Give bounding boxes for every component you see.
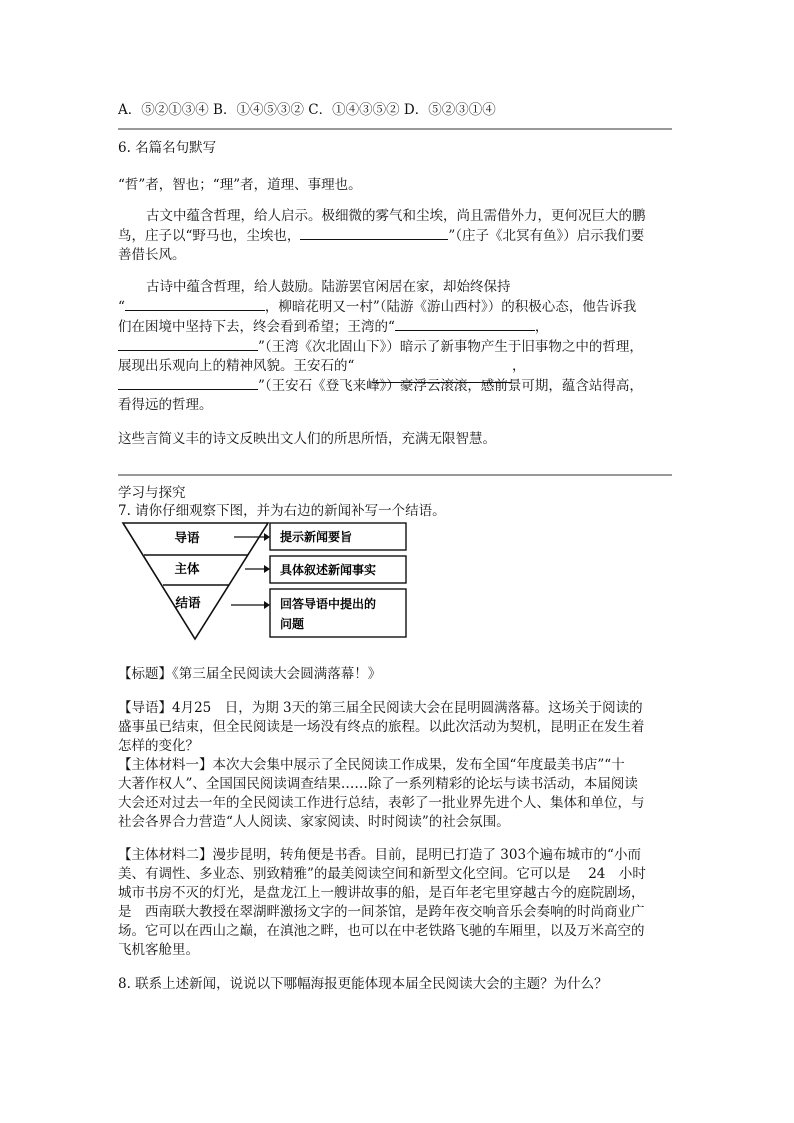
text-line: 展现出乐观向上的精神风貌。王安石的“ (118, 358, 355, 374)
divider (118, 474, 672, 476)
text-line: 城市书房不灭的灯光，是盘龙江上一艘讲故事的船，是百年老宅里穿越古今的庭院剧场， (118, 885, 645, 901)
q6-paragraph-1 (118, 207, 674, 265)
q6-intro: “哲”者，智也；“理”者，道理、事理也。 (118, 177, 362, 193)
text-line: 善借长风。 (118, 247, 186, 263)
box-lead-text: 提示新闻要旨 (280, 530, 353, 544)
text-line (118, 226, 674, 246)
box-body-text: 具体叙述新闻事实 (280, 563, 377, 577)
text-line: 【主体材料二】漫步昆明，转角便是书香。目前，昆明已打造了 303个遍布城市的“小而 (118, 847, 641, 863)
text-line: 怎样的变化？ (118, 738, 199, 754)
section-title: 学习与探究 (118, 485, 186, 501)
answer-blank[interactable] (372, 369, 512, 383)
text-segment: ， (534, 319, 549, 335)
answer-blank[interactable] (118, 376, 258, 390)
text-segment: ”（庄子《北冥有鱼》）启示我们要 (448, 228, 645, 244)
news-title: 【标题】《第三届全民阅读大会圆满落幕！》 (118, 666, 382, 682)
news-body-2 (118, 846, 674, 960)
arrow-head (264, 533, 270, 541)
q6-paragraph-2 (118, 278, 674, 415)
news-lead (118, 699, 674, 832)
text-segment: “ (118, 299, 125, 315)
text-line: 【主体材料一】本次大会集中展示了全民阅读工作成果，发布全国“年度最美书店”“十 (118, 757, 625, 773)
text-line (118, 317, 674, 337)
answer-blank[interactable] (125, 297, 265, 311)
q6-conclusion: 这些言简义丰的诗文反映出文人们的所思所悟，充满无限智慧。 (118, 431, 496, 447)
q7-title: 7. 请你仔细观察下图，并为右边的新闻补写一个结语。 (118, 503, 446, 519)
text-line: 看得远的哲理。 (118, 397, 213, 413)
text-line: 场。它可以在西山之巅，在滇池之畔，也可以在中老铁路飞驰的车厢里，以及万米高空的 (118, 923, 645, 939)
arrow-head (264, 601, 270, 609)
level-body: 主体 (174, 561, 200, 576)
box-ending-text: 回答导语中提出的 (280, 597, 377, 611)
text-segment: ”（王湾《次北固山下》）暗示了新事物产生于旧事物之中的哲理， (258, 339, 643, 355)
text-segment: ，柳暗花明又一村”（陆游《游山西村》）的积极心态，他告诉我 (264, 299, 637, 315)
text-line: 大会还对过去一年的全民阅读工作进行总结，表彰了一批业界先进个人、集体和单位，与 (118, 795, 645, 811)
text-line: 【导语】4月25 日，为期 3天的第三届全民阅读大会在昆明圆满落幕。这场关于阅读的 (118, 700, 643, 716)
answer-blank[interactable] (395, 317, 535, 331)
text-segment: ， (512, 358, 526, 374)
text-line: 是 西南联大教授在翠湖畔激扬文字的一间茶馆，是跨年夜交响音乐会奏响的时尚商业广 (118, 904, 645, 920)
text-line: 飞机客舱里。 (118, 942, 199, 958)
text-line: 盛事虽已结束，但全民阅读是一场没有终点的旅程。以此次活动为契机，昆明正在发生着 (118, 719, 645, 735)
divider (118, 128, 672, 130)
box-ending-text: 问题 (280, 617, 305, 631)
text-line (118, 297, 674, 317)
q5-options: A．⑤②①③④ B．①④⑤③② C．①④③⑤② D．⑤②③①④ (118, 102, 496, 118)
text-line: 古诗中蕴含哲理，给人鼓励。陆游罢官闲居在家，却始终保持 (146, 279, 511, 295)
level-lead: 导语 (174, 530, 200, 545)
answer-blank[interactable] (118, 337, 258, 351)
text-line (118, 337, 674, 357)
news-structure-diagram (118, 518, 418, 643)
text-line: 社会各界合力营造“人人阅读、家家阅读、时时阅读”的社会氛围。 (118, 814, 510, 830)
level-ending: 结语 (175, 595, 201, 610)
answer-blank[interactable] (300, 226, 448, 240)
text-segment: 鸟，庄子以“野马也，尘埃也， (118, 228, 301, 244)
text-line: 古文中蕴含哲理，给人启示。极细微的雾气和尘埃，尚且需借外力，更何况巨大的鹏 (146, 208, 646, 224)
q6-title: 6. 名篇名句默写 (118, 140, 217, 156)
text-segment: 们在困境中坚持下去，终会看到希望；王湾的“ (118, 319, 395, 335)
arrow-head (264, 565, 270, 573)
text-line: 美、有调性、多业态、别致精雅”的最美阅读空间和新型文化空间。它可以是 24 小时 (118, 866, 646, 882)
text-line: 大著作权人”、全国国民阅读调查结果……除了一系列精彩的论坛与读书活动，本届阅读 (118, 776, 638, 792)
text-segment: ”（王安石《登飞来峰》）豪浮云滚滚，感前景可期，蕴含站得高， (258, 378, 643, 394)
q8-title: 8. 联系上述新闻，说说以下哪幅海报更能体现本届全民阅读大会的主题？为什么？ (118, 976, 608, 992)
